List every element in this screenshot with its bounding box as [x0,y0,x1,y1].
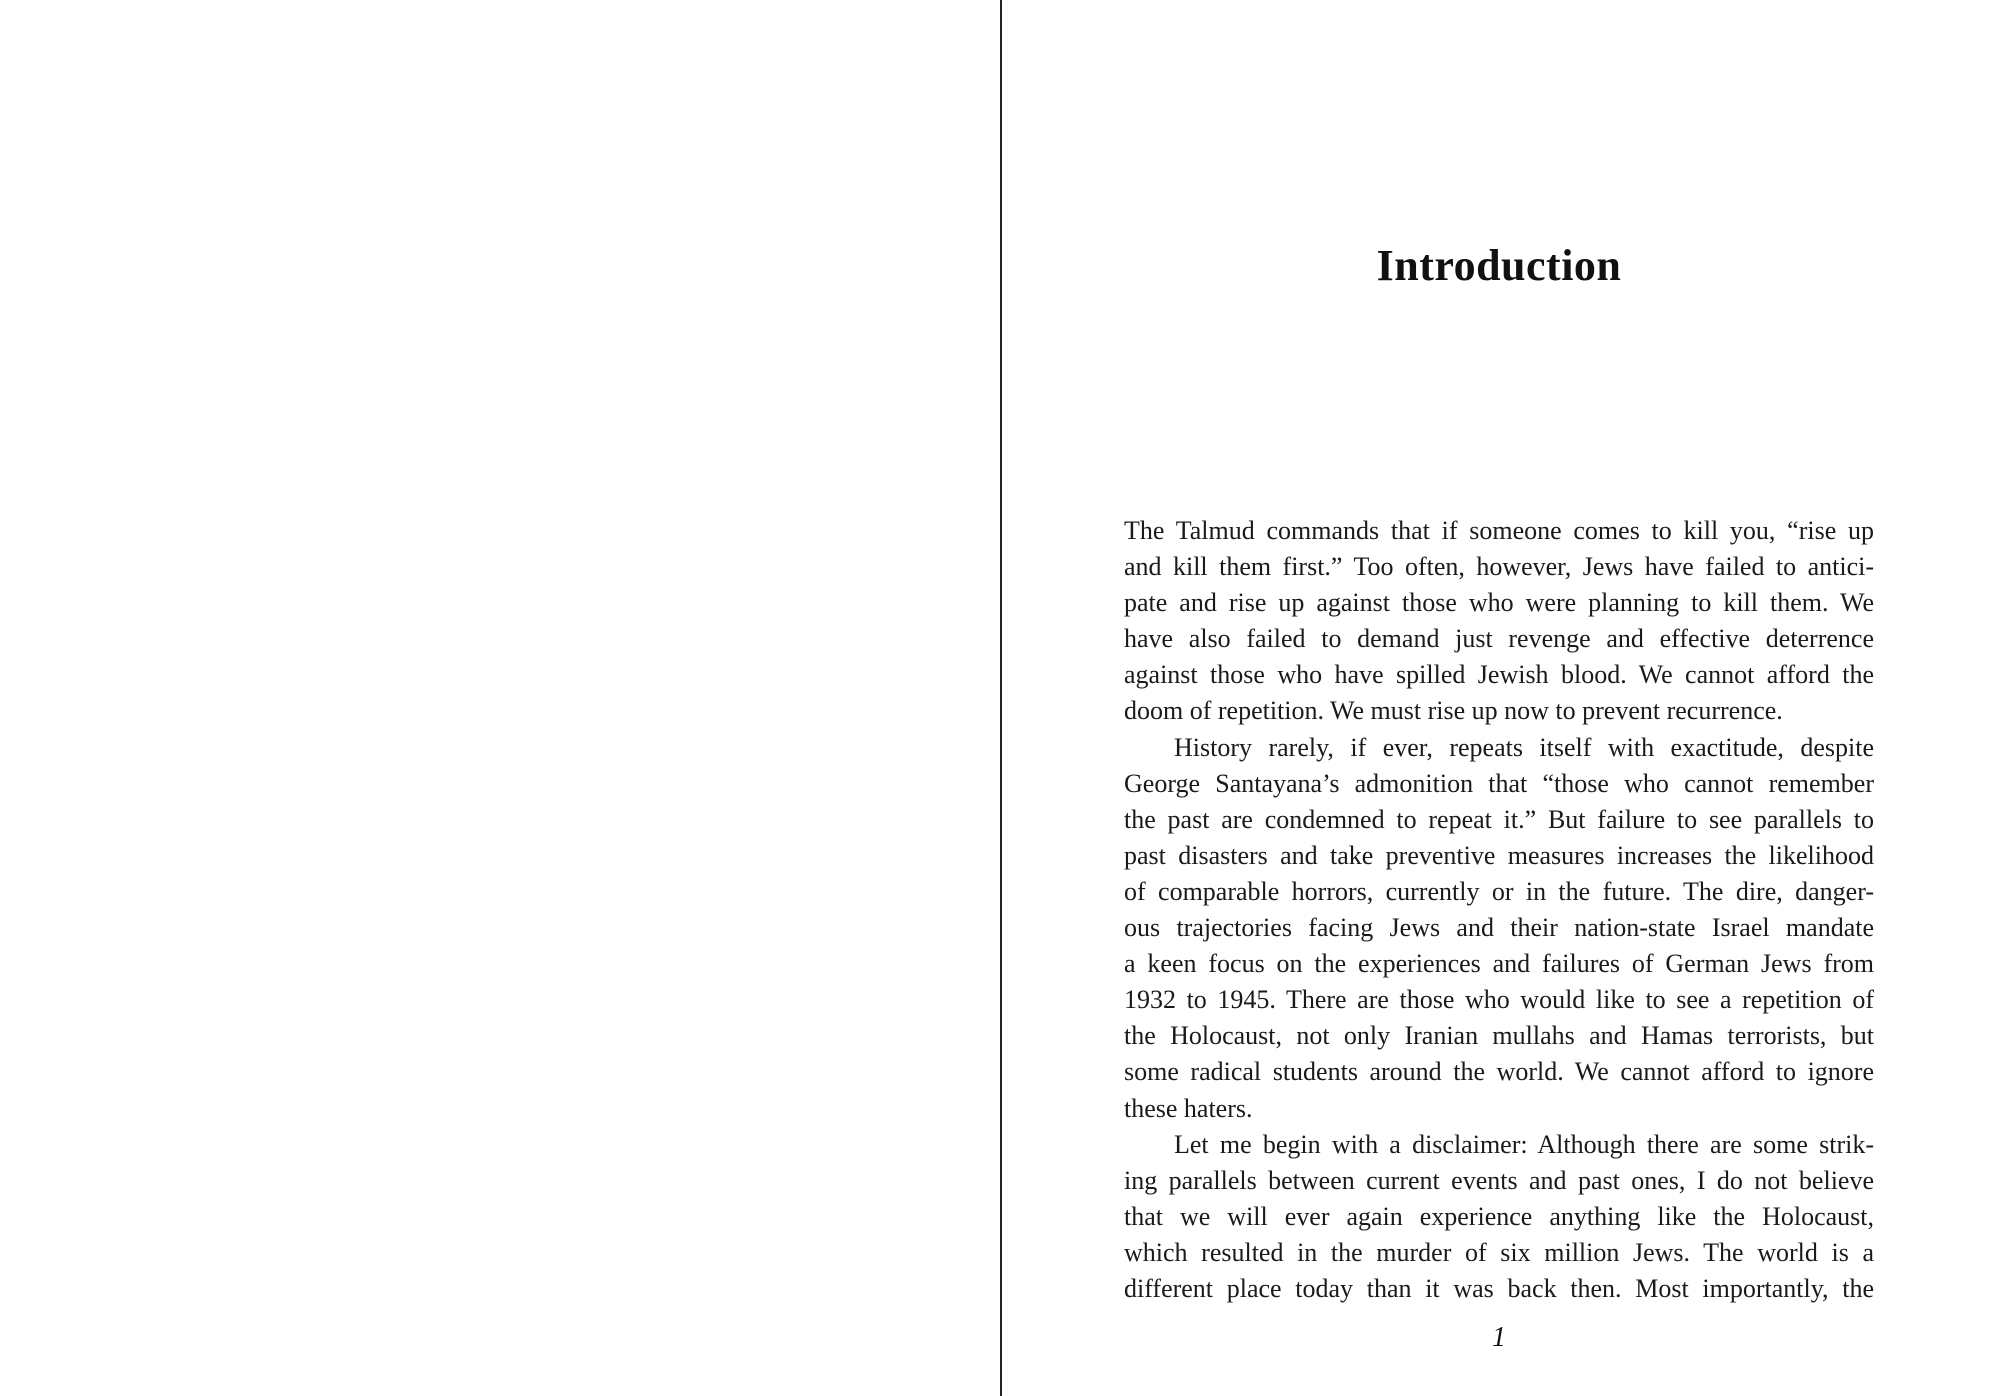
paragraph-3 [1124,1127,1874,1307]
text-line: past disasters and take preventive measures increases the likelihood [1124,840,1874,870]
text-line: some radical students around the world. We cannot afford to ignore [1124,1057,1874,1087]
text-line: a keen focus on the experiences and failures of German Jews from [1124,949,1874,979]
text-line: have also failed to demand just revenge and effective deterrence [1124,624,1874,654]
text-line: 1932 to 1945. There are those who would like to see a repetition of [1124,985,1874,1015]
paragraph-1 [1124,513,1874,730]
text-line: The Talmud commands that if someone comes to kill you, “rise up [1124,516,1874,545]
text-line: and kill them first.” Too often, however, Jews have failed to antici- [1124,552,1874,582]
page-number: 1 [1492,1322,1506,1353]
text-line: doom of repetition. We must rise up now to prevent recurrence. [1124,696,1783,726]
paragraph-2 [1124,730,1874,1127]
text-line: that we will ever again experience anything like the Holocaust, [1124,1201,1874,1231]
text-line: pate and rise up against those who were planning to kill them. We [1124,588,1874,618]
chapter-title: Introduction [1376,241,1622,290]
body-text [1124,513,1874,1307]
text-line: these haters. [1124,1093,1253,1123]
text-line: different place today than it was back then. Most importantly, the [1124,1273,1874,1303]
text-line: which resulted in the murder of six million Jews. The world is a [1124,1237,1874,1267]
text-line: against those who have spilled Jewish blood. We cannot afford the [1124,660,1874,690]
text-line: of comparable horrors, currently or in the future. The dire, danger- [1124,876,1874,906]
right-page [1002,0,1996,1396]
text-line: ous trajectories facing Jews and their nation-state Israel mandate [1124,913,1874,943]
text-line: the Holocaust, not only Iranian mullahs and Hamas terrorists, but [1124,1021,1874,1051]
text-line: ing parallels between current events and past ones, I do not believe [1124,1165,1874,1195]
text-line: George Santayana’s admonition that “those who cannot remember [1124,768,1874,798]
text-line: History rarely, if ever, repeats itself with exactitude, despite [1174,732,1874,762]
text-line: the past are condemned to repeat it.” But failure to see parallels to [1124,804,1874,834]
text-line: Let me begin with a disclaimer: Although there are some strik- [1174,1129,1874,1159]
